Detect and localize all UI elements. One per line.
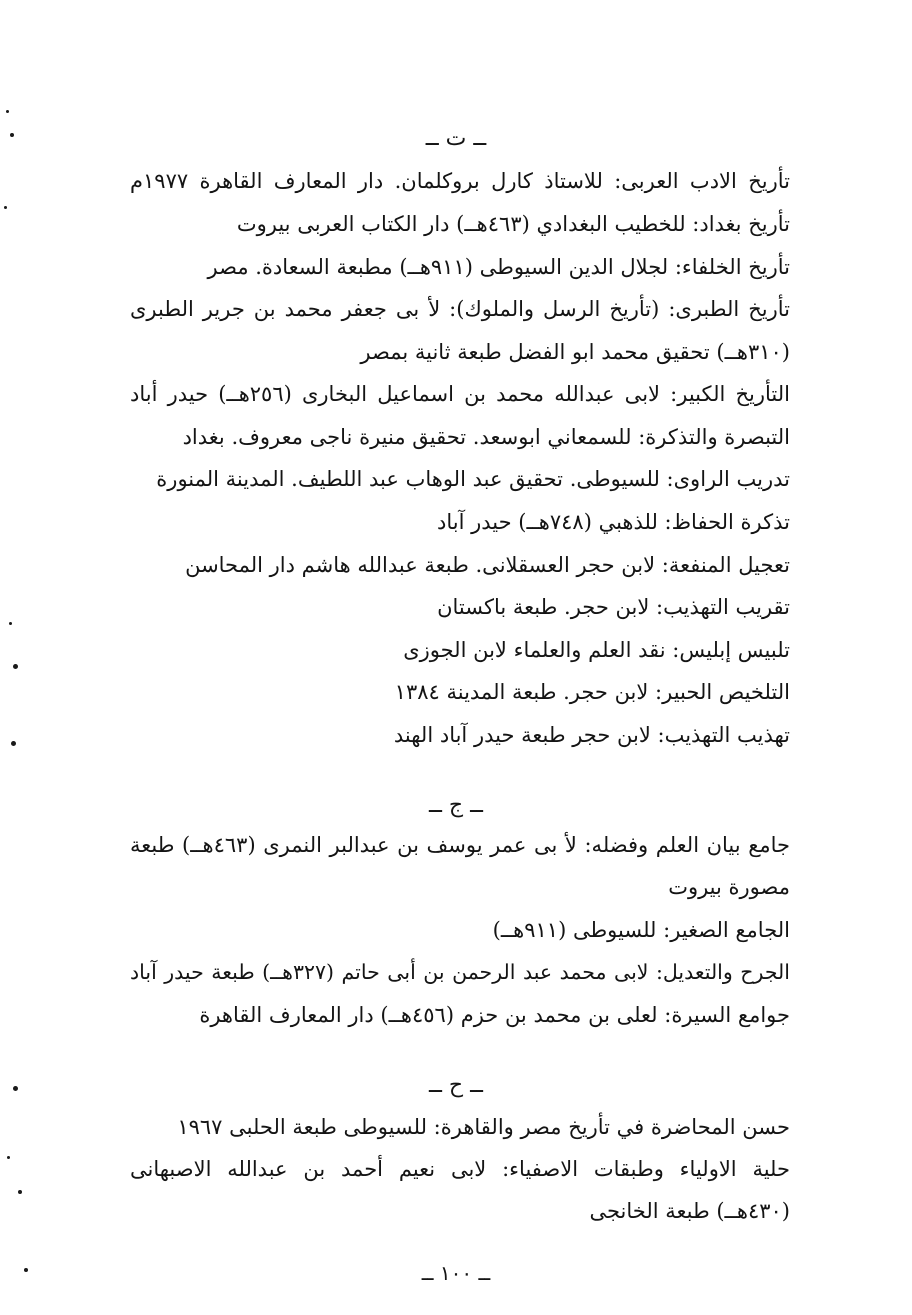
bibliography-entry: التبصرة والتذكرة: للسمعاني ابوسعد. تحقيق منيرة ناجى معروف. بغداد <box>182 425 790 449</box>
bibliography-entry: تهذيب التهذيب: لابن حجر طبعة حيدر آباد الهند <box>393 723 790 747</box>
scan-speck <box>9 622 12 625</box>
bibliography-entry: تأريخ الطبرى: (تأريخ الرسل والملوك): لأ بى جعفر محمد بن جرير الطبرى <box>130 297 790 321</box>
section-header-ha: ــ ح ــ <box>429 1073 483 1098</box>
bibliography-entry: جامع بيان العلم وفضله: لأ بى عمر يوسف بن عبدالبر النمرى (٤٦٣هــ) طبعة <box>130 833 790 857</box>
scan-speck <box>10 133 14 137</box>
bibliography-entry: تعجيل المنفعة: لابن حجر العسقلانى. طبعة عبدالله هاشم دار المحاسن <box>185 553 790 577</box>
bibliography-entry: الجامع الصغير: للسيوطى (٩١١هــ) <box>492 918 790 942</box>
bibliography-entry: تقريب التهذيب: لابن حجر. طبعة باكستان <box>437 595 790 619</box>
scan-speck <box>11 741 16 746</box>
scan-speck <box>6 110 9 113</box>
scan-speck <box>18 1190 22 1194</box>
page-number: ــ ١٠٠ ــ <box>421 1261 491 1285</box>
bibliography-entry: حسن المحاضرة في تأريخ مصر والقاهرة: للسيوطى طبعة الحلبى ١٩٦٧ <box>177 1115 790 1139</box>
bibliography-entry: تأريخ الادب العربى: للاستاذ كارل بروكلمان. دار المعارف القاهرة ١٩٧٧م <box>130 169 790 193</box>
scan-speck <box>7 1156 10 1159</box>
bibliography-entry: جوامع السيرة: لعلى بن محمد بن حزم (٤٥٦هــ) دار المعارف القاهرة <box>199 1003 790 1027</box>
bibliography-entry: الجرح والتعديل: لابى محمد عبد الرحمن بن أبى حاتم (٣٢٧هــ) طبعة حيدر آباد <box>130 960 790 984</box>
bibliography-entry-continuation: (٣١٠هــ) تحقيق محمد ابو الفضل طبعة ثانية بمصر <box>360 340 790 364</box>
bibliography-entry: التأريخ الكبير: لابى عبدالله محمد بن اسماعيل البخارى (٢٥٦هــ) حيدر أباد <box>130 382 790 406</box>
bibliography-entry: تلبيس إبليس: نقد العلم والعلماء لابن الجوزى <box>403 638 790 662</box>
scan-speck <box>13 664 18 669</box>
scan-speck <box>13 1086 18 1091</box>
bibliography-entry: التلخيص الحبير: لابن حجر. طبعة المدينة ١٣٨٤ <box>394 680 790 704</box>
bibliography-entry: تأريخ الخلفاء: لجلال الدين السيوطى (٩١١هــ) مطبعة السعادة. مصر <box>207 255 790 279</box>
section-header-jim: ــ ج ــ <box>429 793 483 818</box>
scan-speck <box>24 1268 28 1272</box>
bibliography-entry: تأريخ بغداد: للخطيب البغدادي (٤٦٣هــ) دار الكتاب العربى بيروت <box>236 212 790 236</box>
bibliography-entry: تذكرة الحفاظ: للذهبي (٧٤٨هــ) حيدر آباد <box>437 510 790 534</box>
bibliography-entry: حلية الاولياء وطبقات الاصفياء: لابى نعيم أحمد بن عبدالله الاصبهانى <box>130 1157 790 1181</box>
section-header-ta: ــ ت ــ <box>425 126 487 151</box>
bibliography-entry-continuation: (٤٣٠هــ) طبعة الخانجى <box>589 1199 790 1223</box>
bibliography-entry: تدريب الراوى: للسيوطى. تحقيق عبد الوهاب عبد اللطيف. المدينة المنورة <box>156 467 790 491</box>
scan-speck <box>4 206 7 209</box>
bibliography-entry-continuation: مصورة بيروت <box>668 875 790 899</box>
